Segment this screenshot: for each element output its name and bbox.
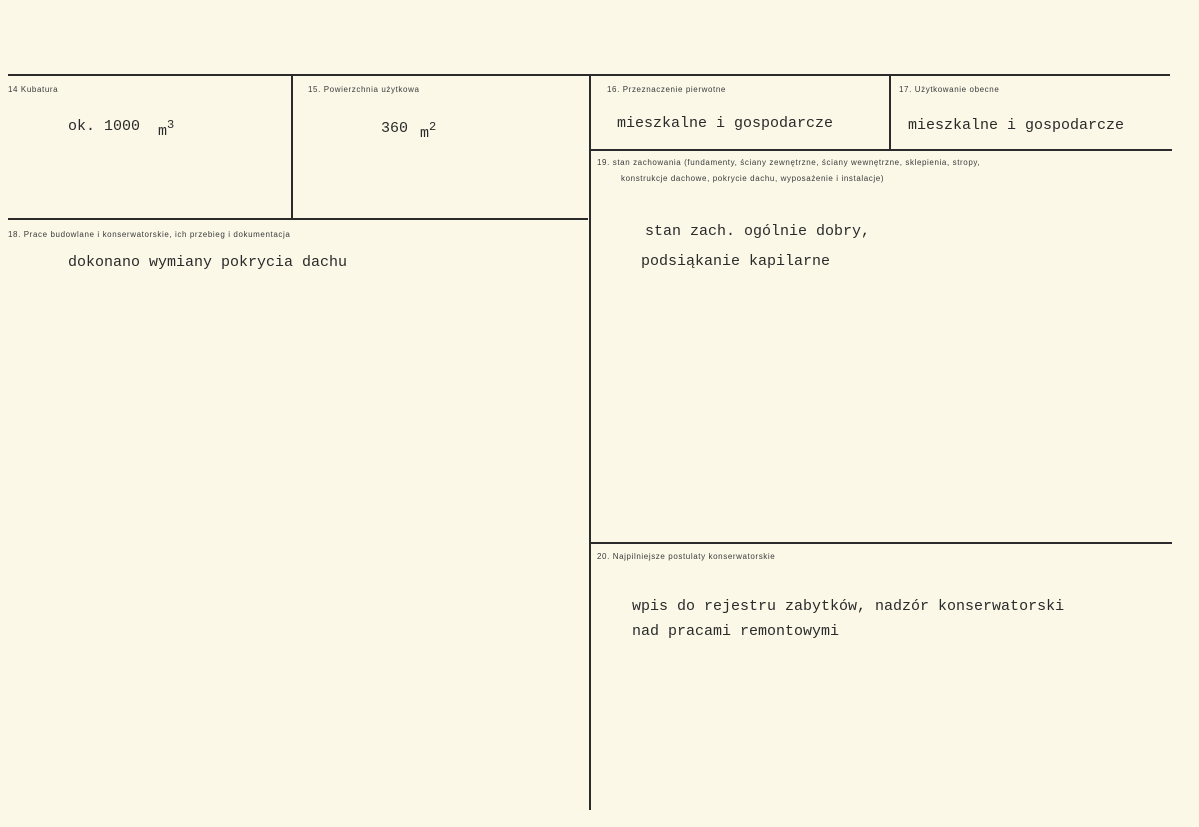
field-19-label-line2: konstrukcje dachowe, pokrycie dachu, wyposażenie i instalacje): [621, 174, 885, 183]
divider-14-15: [291, 76, 293, 220]
field-14-value: ok. 1000: [68, 118, 141, 135]
rule-16-17-bottom: [591, 149, 1172, 151]
divider-16-17: [889, 76, 891, 149]
field-15-unit-base: m: [420, 125, 430, 142]
rule-19-bottom: [591, 542, 1172, 544]
field-14-unit: [158, 118, 174, 140]
field-15-unit: [420, 120, 436, 142]
field-14-unit-exp: 3: [167, 118, 175, 132]
field-14-label: 14 Kubatura: [8, 85, 59, 94]
field-19-value-line2: podsiąkanie kapilarne: [641, 253, 831, 270]
field-20-value-line1: wpis do rejestru zabytków, nadzór konserwatorski: [632, 598, 1065, 615]
field-18-value: dokonano wymiany pokrycia dachu: [68, 254, 348, 271]
field-18-label: 18. Prace budowlane i konserwatorskie, ich przebieg i dokumentacja: [8, 230, 291, 239]
field-20-label: 20. Najpilniejsze postulaty konserwatorskie: [597, 552, 776, 561]
field-15-label: 15. Powierzchnia użytkowa: [308, 85, 420, 94]
field-17-value: mieszkalne i gospodarcze: [908, 117, 1125, 134]
center-divider: [589, 76, 591, 810]
field-20-value-line2: nad pracami remontowymi: [632, 623, 840, 640]
field-17-label: 17. Użytkowanie obecne: [899, 85, 1000, 94]
field-15-unit-exp: 2: [429, 120, 437, 134]
field-14-unit-base: m: [158, 123, 168, 140]
field-16-label: 16. Przeznaczenie pierwotne: [607, 85, 726, 94]
field-15-value: 360: [381, 120, 409, 137]
field-19-label-line1: 19. stan zachowania (fundamenty, ściany zewnętrzne, ściany wewnętrzne, sklepienia, stropy,: [597, 158, 981, 167]
rule-14-15-bottom: [8, 218, 588, 220]
field-19-value-line1: stan zach. ogólnie dobry,: [645, 223, 871, 240]
field-16-value: mieszkalne i gospodarcze: [617, 115, 834, 132]
